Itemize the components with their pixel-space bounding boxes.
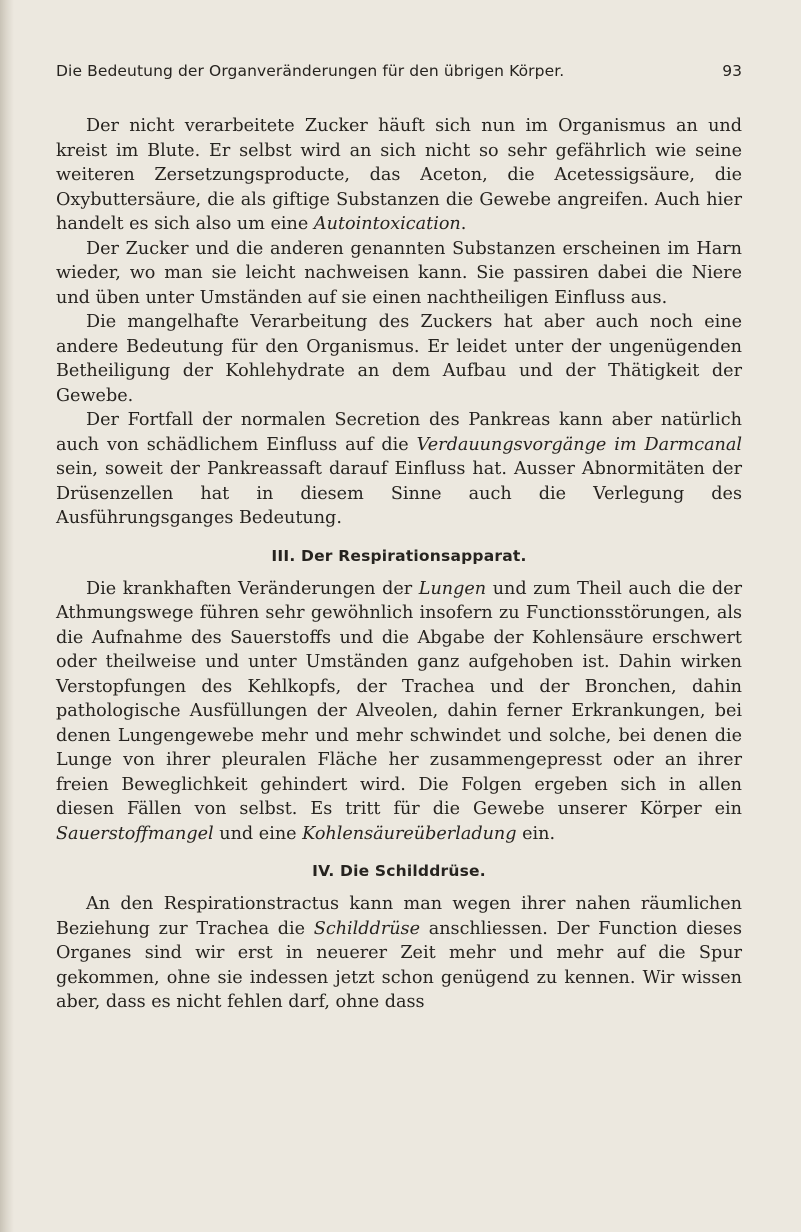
emphasis-lungs: Lungen bbox=[418, 578, 487, 599]
text-run: Der Fortfall der normalen Secretion des Pankreas kann aber natürlich auch von schädlichem Einfluss auf die bbox=[56, 410, 742, 455]
text-run: sein, soweit der Pankreassaft darauf Einfluss hat. Ausser Abnormitäten der Drüsenzellen hat in diesem Sinne auch die Verlegung des Ausführungsganges Bedeutung. bbox=[56, 459, 742, 528]
section-heading-respiratory-apparatus: III. Der Respirationsapparat. bbox=[271, 546, 527, 565]
running-head: Die Bedeutung der Organveränderungen für den übrigen Körper. bbox=[56, 62, 565, 80]
paragraph-lungs bbox=[56, 577, 742, 847]
emphasis-digestive-processes: Verdauungsvorgänge im Darmcanal bbox=[416, 434, 743, 455]
emphasis-carbon-dioxide-overload: Kohlensäureüberladung bbox=[302, 823, 517, 844]
page-number: 93 bbox=[722, 62, 742, 80]
paragraph-sugar-accumulation bbox=[56, 114, 742, 237]
emphasis-thyroid-gland: Schilddrüse bbox=[313, 918, 420, 939]
paragraph-thyroid bbox=[56, 892, 742, 1015]
text-block bbox=[56, 114, 742, 1015]
paragraph-pancreas-secretion bbox=[56, 408, 742, 531]
text-run: Der nicht verarbeitete Zucker häuft sich nun im Organismus an und kreist im Blute. Er selbst wird an sich nicht so sehr gefährlich wie seine weiteren Zersetzungsproducte, das Aceton, die Acetessigsäure, die Oxybuttersäure, die als giftige Substanzen die Gewebe angreifen. Auch hier handelt es sich also um eine bbox=[56, 116, 742, 234]
text-run: An den Respirationstractus kann man wegen ihrer nahen räumlichen Beziehung zur Trachea die bbox=[56, 894, 742, 939]
emphasis-autointoxication: Autointoxication bbox=[313, 214, 461, 234]
text-run: ein. bbox=[516, 823, 556, 844]
emphasis-oxygen-deficiency: Sauerstoffmangel bbox=[56, 823, 214, 844]
page-header bbox=[56, 58, 742, 84]
section-heading-thyroid: IV. Die Schilddrüse. bbox=[312, 862, 486, 880]
paragraph-carbohydrate-utilisation: Die mangelhafte Verarbeitung des Zuckers hat aber auch noch eine andere Bedeutung für den Organismus. Er leidet unter der ungenügenden Betheiligung der Kohlehydrate an dem Aufbau und der Thätigkeit der Gewebe. bbox=[56, 312, 742, 406]
text-run: und zum Theil auch die der Athmungswege führen sehr gewöhnlich insofern zu Functionsstörungen, als die Aufnahme des Sauerstoffs und die Abgabe der Kohlensäure erschwert oder theilweise und unter Umständen ganz aufgehoben ist. Dahin wirken Verstopfungen des Kehlkopfs, der Trachea und der Bronchen, dahin pathologische Ausfüllungen der Alveolen, dahin ferner Erkrankungen, bei denen Lungengewebe mehr und mehr schwindet und solche, bei denen die Lunge von ihrer pleuralen Fläche her zusammengepresst oder an ihrer freien Beweglichkeit gehindert wird. Die Folgen ergeben sich in allen diesen Fällen von selbst. Es tritt für die Gewebe unserer Körper ein bbox=[56, 578, 742, 819]
paragraph-urine-excretion: Der Zucker und die anderen genannten Substanzen erscheinen im Harn wieder, wo man sie leicht nachweisen kann. Sie passiren dabei die Niere und üben unter Umständen auf sie einen nachtheiligen Einfluss aus. bbox=[56, 238, 742, 308]
text-run: . bbox=[460, 214, 467, 234]
text-run: anschliessen. Der Function dieses Organes sind wir erst in neuerer Zeit mehr und mehr auf die Spur gekommen, ohne sie indessen jetzt schon genügend zu kennen. Wir wissen aber, dass es nicht fehlen darf, ohne dass bbox=[56, 918, 742, 1012]
text-run: Die krankhaften Veränderungen der bbox=[86, 578, 419, 599]
page-spine-shadow bbox=[0, 0, 14, 1232]
text-run: und eine bbox=[213, 823, 303, 844]
